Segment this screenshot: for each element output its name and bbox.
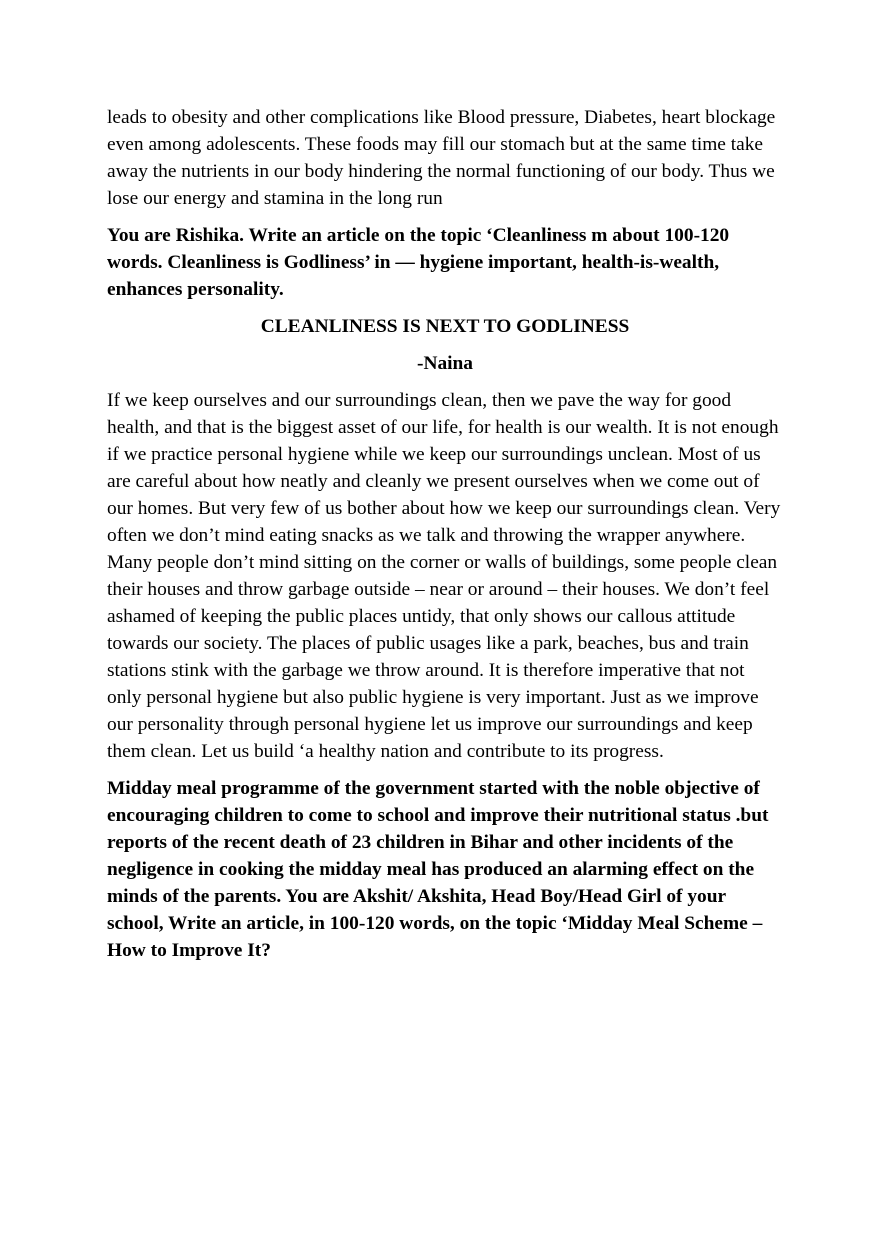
article-body: If we keep ourselves and our surroundings clean, then we pave the way for good health, and that is the biggest asset of our life, for health is our wealth. It is not enough if we practice personal hygiene while we keep our surroundings unclean. Most of us are careful about how neatly and cleanly we present ourselves when we come out of our homes. But very few of us bother about how we keep our surroundings clean. Very often we don’t mind eating snacks as we talk and throwing the wrapper anywhere. Many people don’t mind sitting on the corner or walls of buildings, some people clean their houses and throw garbage outside – near or around – their houses. We don’t feel ashamed of keeping the public places untidy, that only shows our callous attitude towards our society. The places of public usages like a park, beaches, bus and train stations stink with the garbage we throw around. It is therefore imperative that not only personal hygiene but also public hygiene is very important. Just as we improve our personality through personal hygiene let us improve our surroundings and keep them clean. Let us build ‘a healthy nation and contribute to its progress. xyxy=(107,390,781,762)
question-1: You are Rishika. Write an article on the topic ‘Cleanliness m about 100-120 words. Cleanliness is Godliness’ in — hygiene important, health-is-wealth, enhances personality. xyxy=(107,225,730,300)
page-content xyxy=(107,104,783,964)
article-title: CLEANLINESS IS NEXT TO GODLINESS xyxy=(260,316,630,337)
question-2: Midday meal programme of the government started with the noble objective of encouraging children to come to school and improve their nutritional status .but reports of the recent death of 23 children in Bihar and other incidents of the negligence in cooking the midday meal has produced an alarming effect on the minds of the parents. You are Akshit/ Akshita, Head Boy/Head Girl of your school, Write an article, in 100-120 words, on the topic ‘Midday Meal Scheme – How to Improve It? xyxy=(107,778,769,961)
intro-paragraph: leads to obesity and other complications like Blood pressure, Diabetes, heart blockage even among adolescents. These foods may fill our stomach but at the same time take away the nutrients in our body hindering the normal functioning of our body. Thus we lose our energy and stamina in the long run xyxy=(107,107,776,209)
article-author: -Naina xyxy=(416,353,474,374)
